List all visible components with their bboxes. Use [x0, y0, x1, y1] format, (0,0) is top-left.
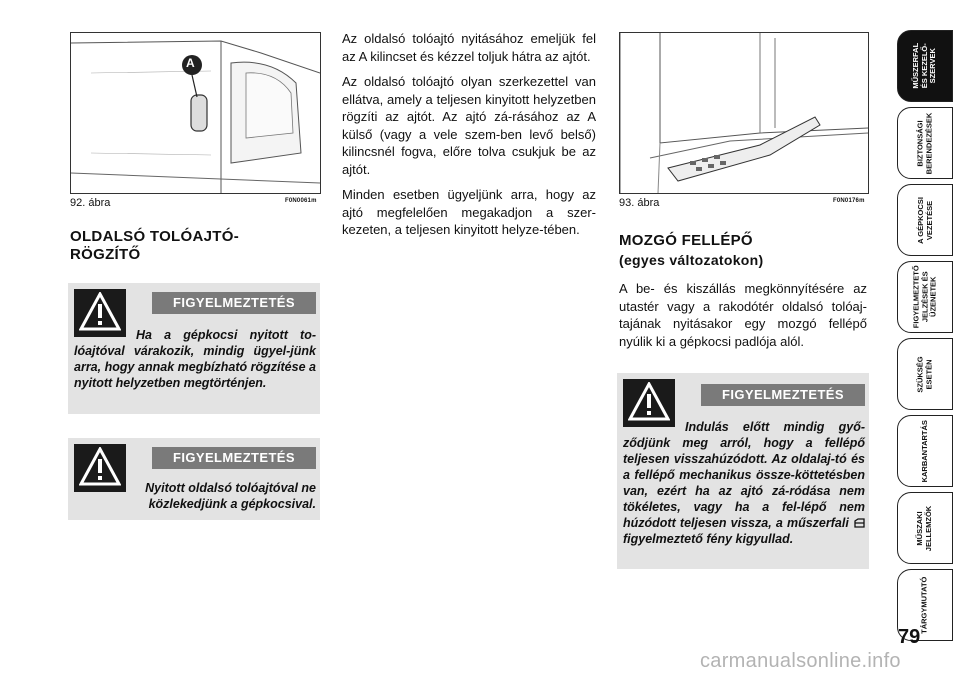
section-heading-moving-step: MOZGÓ FELLÉPŐ: [619, 232, 753, 249]
tab-warning-lights-messages[interactable]: FIGYELMEZTETŐ JELZÉSEK ÉS ÜZENETEK: [897, 261, 953, 333]
right-body-text: A be- és kiszállás megkönnyítésére az utastér vagy a rakodótér oldalsó tolóaj-tajának nyitásakor egy mozgó fellépő nyúlik ki a gépkocsi padlója alól.: [619, 281, 867, 349]
tab-maintenance[interactable]: KARBANTARTÁS: [897, 415, 953, 487]
figure-92-image: [70, 32, 321, 194]
tab-technical-data[interactable]: MŰSZAKI JELLEMZŐK: [897, 492, 953, 564]
warning-text: Indulás előtt mindig győ-ződjünk meg arról, hogy a fellépő teljesen visszahúzódott. Az oldalaj-tó és a fellépő mechanikus össze-köttetésben van, ezért ha az ajtó zá-ródása nem tökéletes, vagy ha a fel-lépő nem húzódott teljesen vissza, a műszerfali figyelmeztető fény kigyullad.: [623, 420, 865, 546]
retractable-step-illustration: [620, 33, 868, 193]
figure-93-code: F0N0176m: [833, 198, 865, 204]
figure-93-image: [619, 32, 869, 194]
tab-index[interactable]: TÁRGYMUTATÓ: [897, 569, 953, 641]
watermark-text: carmanualsonline.info: [700, 650, 901, 672]
paragraph-1: Az oldalsó tolóajtó nyitásához emeljük fel az A kilincset és kézzel toljuk hátra az ajtót.: [342, 31, 596, 64]
warning-title: FIGYELMEZTETÉS: [152, 292, 316, 314]
warning-title: FIGYELMEZTETÉS: [701, 384, 865, 406]
paragraph-3: Minden esetben ügyeljünk arra, hogy az ajtó megfelelően megakadjon a szer-kezeten, a teljesen kinyitott helyze-tében.: [342, 187, 596, 237]
door-open-warning-icon: [853, 516, 865, 526]
figure-92-caption: 92. ábra: [70, 197, 111, 209]
middle-body-text: [342, 30, 596, 247]
figure-93-caption: 93. ábra: [619, 197, 660, 209]
warning-box-1: [68, 283, 320, 414]
section-heading-sliding-door-lock: OLDALSÓ TOLÓAJTÓ- RÖGZÍTŐ: [70, 228, 239, 263]
page-number: 79: [898, 626, 921, 648]
tab-dashboard-controls[interactable]: MŰSZERFAL ÉS KEZELŐ- SZERVEK: [897, 30, 953, 102]
van-sliding-door-illustration: [71, 33, 320, 193]
paragraph-2: Az oldalsó tolóajtó olyan szerkezettel van ellátva, amely a teljesen kinyitott helyzetben rögzíti az ajtót. Az ajtó zá-rásához az A külső (vagy a vele szem-ben levő belső) kilincsnél fogva, előre tolva csukjuk be az ajtót.: [342, 74, 596, 177]
section-subheading-variants: (egyes változatokon): [619, 252, 764, 268]
figure-92-code: F0N0061m: [285, 198, 317, 204]
warning-box-3: [617, 373, 869, 569]
tab-safety-equipment[interactable]: BIZTONSÁGI BERENDEZÉSEK: [897, 107, 953, 179]
warning-text: Nyitott oldalsó tolóajtóval ne közlekedjünk a gépkocsival.: [145, 481, 316, 511]
warning-title: FIGYELMEZTETÉS: [152, 447, 316, 469]
warning-text: Ha a gépkocsi nyitott to-lóajtóval várakozik, mindig ügyel-jünk arra, hogy annak megbízható rögzítése a nyitott helyzetben megtörténjen.: [74, 328, 316, 390]
warning-box-2: [68, 438, 320, 520]
figure-marker-a: A: [186, 56, 195, 70]
tab-driving[interactable]: A GÉPKOCSI VEZETÉSE: [897, 184, 953, 256]
tab-emergency[interactable]: SZÜKSÉG ESETÉN: [897, 338, 953, 410]
